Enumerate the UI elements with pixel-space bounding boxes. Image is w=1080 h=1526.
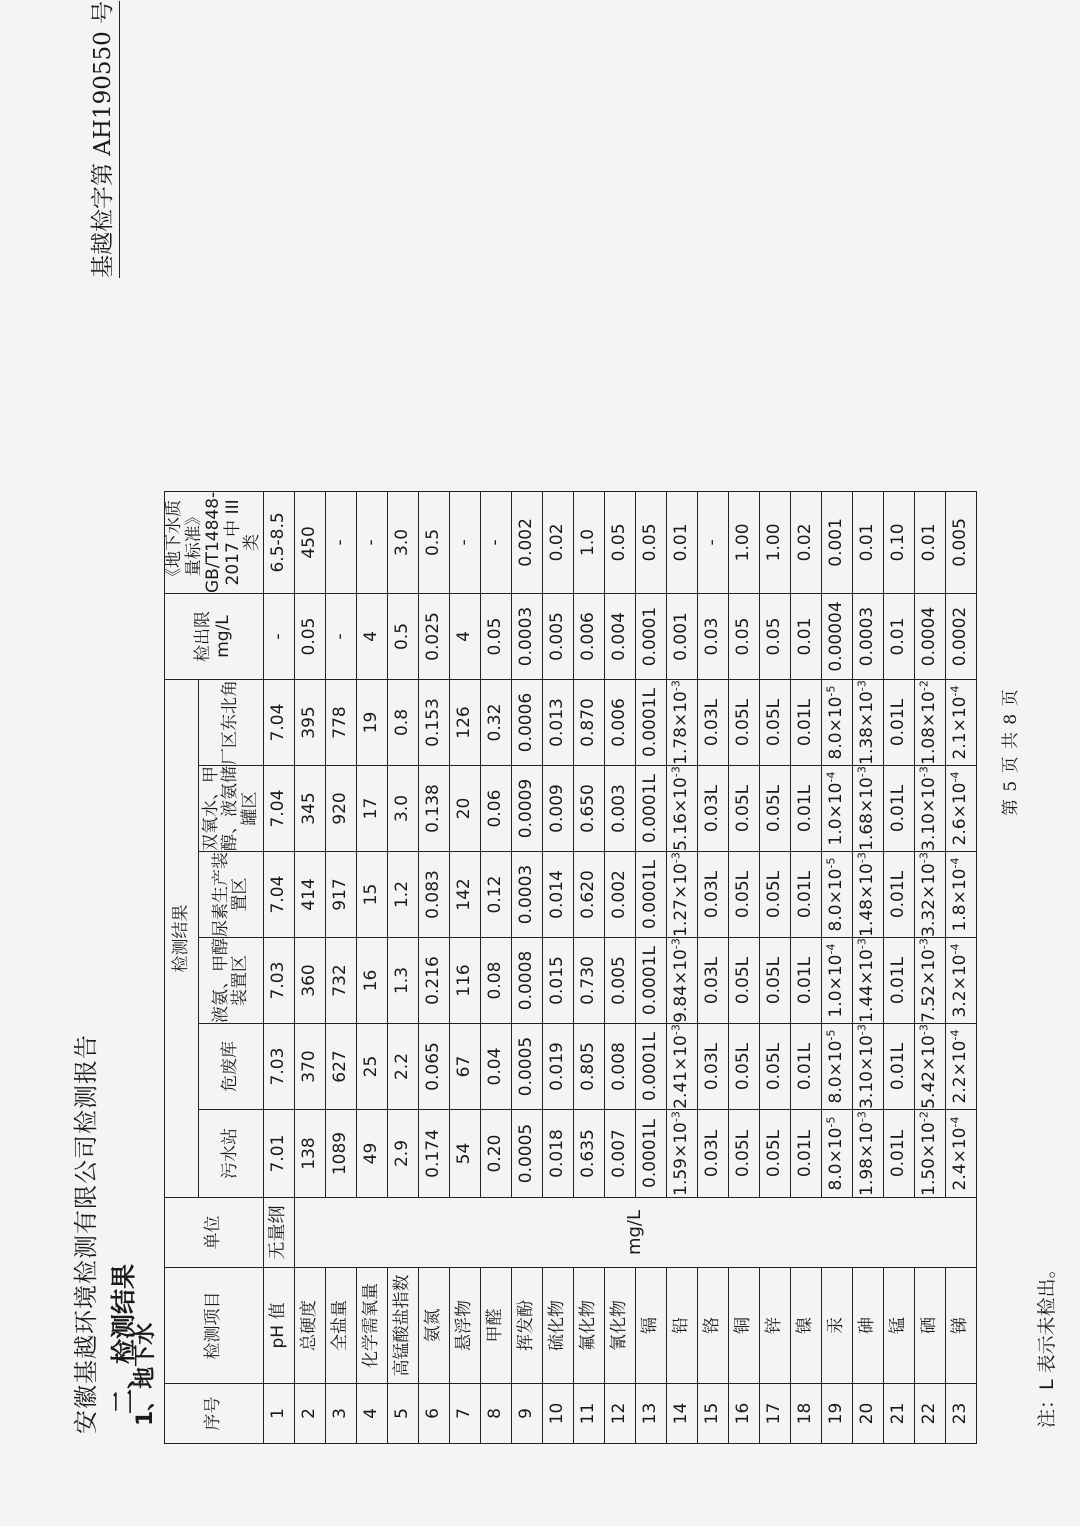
result-value: $1.0\times 10^{-4}$ bbox=[821, 938, 852, 1024]
result-value: 345 bbox=[294, 766, 325, 852]
header-limit-unit: mg/L bbox=[212, 615, 233, 658]
row-item: 硫化物 bbox=[542, 1268, 573, 1384]
result-value: $2.6\times 10^{-4}$ bbox=[945, 766, 976, 852]
result-value: 0.216 bbox=[418, 938, 449, 1024]
table-row bbox=[356, 491, 387, 1443]
result-value: 0.015 bbox=[542, 938, 573, 1024]
table-row bbox=[511, 491, 542, 1443]
detection-limit: 0.006 bbox=[573, 594, 604, 680]
result-value: 0.0001L bbox=[635, 1110, 666, 1198]
result-value: $1.50\times 10^{-2}$ bbox=[914, 1110, 945, 1198]
detection-limit: 0.005 bbox=[542, 594, 573, 680]
row-item: pH 值 bbox=[263, 1268, 294, 1384]
result-value: 7.01 bbox=[263, 1110, 294, 1198]
unit-cell: mg/L bbox=[294, 1198, 976, 1268]
detection-limit: 0.0001 bbox=[635, 594, 666, 680]
detection-limit: 0.0004 bbox=[914, 594, 945, 680]
report-number: 基越检字第 AH190550 号 bbox=[84, 1, 120, 278]
result-value: 142 bbox=[449, 852, 480, 938]
result-value: 0.003 bbox=[604, 766, 635, 852]
result-value: 0.0001L bbox=[635, 1024, 666, 1110]
result-value: 0.01L bbox=[790, 938, 821, 1024]
result-value: 0.0009 bbox=[511, 766, 542, 852]
result-value: $1.8\times 10^{-4}$ bbox=[945, 852, 976, 938]
section-title: 二、检测结果 bbox=[109, 1263, 138, 1414]
result-value: 0.01L bbox=[883, 852, 914, 938]
standard-value: 0.001 bbox=[821, 491, 852, 593]
result-value: $3.10\times 10^{-3}$ bbox=[852, 1024, 883, 1110]
standard-value: 0.05 bbox=[604, 491, 635, 593]
result-value: 0.05L bbox=[759, 1024, 790, 1110]
result-value: 1.2 bbox=[387, 852, 418, 938]
result-value: $8.0\times 10^{-5}$ bbox=[821, 1110, 852, 1198]
row-seq: 15 bbox=[697, 1384, 728, 1444]
standard-value: - bbox=[356, 491, 387, 593]
result-value: $1.98\times 10^{-3}$ bbox=[852, 1110, 883, 1198]
result-value: 116 bbox=[449, 938, 480, 1024]
result-value: 0.0005 bbox=[511, 1110, 542, 1198]
row-seq: 18 bbox=[790, 1384, 821, 1444]
result-value: 0.03L bbox=[697, 1024, 728, 1110]
table-row bbox=[821, 491, 852, 1443]
result-value: 0.083 bbox=[418, 852, 449, 938]
row-item: 全盐量 bbox=[325, 1268, 356, 1384]
site-header: 双氧水、甲醇、液氨储罐区 bbox=[199, 766, 263, 852]
result-value: 0.05L bbox=[759, 1110, 790, 1198]
row-seq: 22 bbox=[914, 1384, 945, 1444]
result-value: 0.20 bbox=[480, 1110, 511, 1198]
standard-value: 1.00 bbox=[759, 491, 790, 593]
result-value: 0.8 bbox=[387, 680, 418, 766]
table-row bbox=[759, 491, 790, 1443]
result-value: 2.2 bbox=[387, 1024, 418, 1110]
result-value: 0.870 bbox=[573, 680, 604, 766]
result-value: 0.05L bbox=[759, 766, 790, 852]
result-value: 0.005 bbox=[604, 938, 635, 1024]
result-value: $1.59\times 10^{-3}$ bbox=[666, 1110, 697, 1198]
table-row bbox=[883, 491, 914, 1443]
result-value: $1.0\times 10^{-4}$ bbox=[821, 766, 852, 852]
row-item: 化学需氧量 bbox=[356, 1268, 387, 1384]
result-value: 0.05L bbox=[728, 680, 759, 766]
result-value: 0.0005 bbox=[511, 1024, 542, 1110]
result-value: 0.007 bbox=[604, 1110, 635, 1198]
result-value: 0.174 bbox=[418, 1110, 449, 1198]
unit-cell: 无量纲 bbox=[263, 1198, 294, 1268]
result-value: 138 bbox=[294, 1110, 325, 1198]
result-value: $3.10\times 10^{-3}$ bbox=[914, 766, 945, 852]
row-item: 甲醛 bbox=[480, 1268, 511, 1384]
detection-limit: 0.03 bbox=[697, 594, 728, 680]
result-value: 0.05L bbox=[728, 938, 759, 1024]
detection-limit: 0.05 bbox=[759, 594, 790, 680]
header-limit-label: 检出限 bbox=[193, 611, 214, 662]
table-row bbox=[387, 491, 418, 1443]
row-seq: 2 bbox=[294, 1384, 325, 1444]
result-value: $2.4\times 10^{-4}$ bbox=[945, 1110, 976, 1198]
result-value: 360 bbox=[294, 938, 325, 1024]
standard-value: 6.5-8.5 bbox=[263, 491, 294, 593]
result-value: 0.01L bbox=[883, 1024, 914, 1110]
result-value: 1089 bbox=[325, 1110, 356, 1198]
result-value: 0.002 bbox=[604, 852, 635, 938]
result-value: 0.01L bbox=[883, 680, 914, 766]
row-item: 铜 bbox=[728, 1268, 759, 1384]
result-value: 0.009 bbox=[542, 766, 573, 852]
footnote: 注：L 表示未检出。 bbox=[1036, 1259, 1058, 1428]
table-row bbox=[418, 491, 449, 1443]
detection-limit: 0.05 bbox=[728, 594, 759, 680]
result-value: 15 bbox=[356, 852, 387, 938]
row-item: 汞 bbox=[821, 1268, 852, 1384]
row-item: 砷 bbox=[852, 1268, 883, 1384]
table-row bbox=[697, 491, 728, 1443]
standard-value: - bbox=[480, 491, 511, 593]
result-value: $3.32\times 10^{-3}$ bbox=[914, 852, 945, 938]
result-value: 920 bbox=[325, 766, 356, 852]
standard-value: - bbox=[697, 491, 728, 593]
result-value: 0.650 bbox=[573, 766, 604, 852]
result-value: 0.0001L bbox=[635, 766, 666, 852]
table-row bbox=[604, 491, 635, 1443]
standard-value: 0.005 bbox=[945, 491, 976, 593]
detection-limit: 0.05 bbox=[480, 594, 511, 680]
result-value: 732 bbox=[325, 938, 356, 1024]
row-item: 铅 bbox=[666, 1268, 697, 1384]
result-value: $1.38\times 10^{-3}$ bbox=[852, 680, 883, 766]
row-item: 高锰酸盐指数 bbox=[387, 1268, 418, 1384]
result-value: 0.014 bbox=[542, 852, 573, 938]
site-header: 尿素生产装置区 bbox=[199, 852, 263, 938]
row-item: 总硬度 bbox=[294, 1268, 325, 1384]
result-value: 0.018 bbox=[542, 1110, 573, 1198]
result-value: 0.05L bbox=[728, 852, 759, 938]
result-value: 3.0 bbox=[387, 766, 418, 852]
standard-value: 0.01 bbox=[914, 491, 945, 593]
row-seq: 10 bbox=[542, 1384, 573, 1444]
row-seq: 8 bbox=[480, 1384, 511, 1444]
result-value: 0.01L bbox=[883, 766, 914, 852]
header-limit bbox=[165, 594, 264, 680]
result-value: 0.01L bbox=[883, 938, 914, 1024]
result-value: 0.0008 bbox=[511, 938, 542, 1024]
result-value: 0.01L bbox=[790, 766, 821, 852]
table-row bbox=[542, 491, 573, 1443]
result-value: 0.0001L bbox=[635, 852, 666, 938]
table-row bbox=[852, 491, 883, 1443]
row-seq: 6 bbox=[418, 1384, 449, 1444]
result-value: 0.0003 bbox=[511, 852, 542, 938]
result-value: $9.84\times 10^{-3}$ bbox=[666, 938, 697, 1024]
detection-limit: 0.01 bbox=[883, 594, 914, 680]
table-row bbox=[914, 491, 945, 1443]
result-value: 0.04 bbox=[480, 1024, 511, 1110]
result-value: $2.41\times 10^{-3}$ bbox=[666, 1024, 697, 1110]
result-value: $1.44\times 10^{-3}$ bbox=[852, 938, 883, 1024]
company-header: 安徽基越环境检测有限公司检测报告 bbox=[72, 1034, 100, 1434]
row-item: 氰化物 bbox=[604, 1268, 635, 1384]
table-row bbox=[728, 491, 759, 1443]
result-value: 0.01L bbox=[883, 1110, 914, 1198]
table-row bbox=[449, 491, 480, 1443]
standard-value: 0.5 bbox=[418, 491, 449, 593]
standard-value: 1.0 bbox=[573, 491, 604, 593]
header-standard: 《地下水质量标准》GB/T14848-2017 中 III 类 bbox=[164, 491, 263, 593]
result-value: 7.04 bbox=[263, 766, 294, 852]
standard-value: 0.02 bbox=[542, 491, 573, 593]
result-value: 0.805 bbox=[573, 1024, 604, 1110]
detection-limit: 0.0002 bbox=[945, 594, 976, 680]
row-item: 锰 bbox=[883, 1268, 914, 1384]
result-value: 0.08 bbox=[480, 938, 511, 1024]
result-value: 0.635 bbox=[573, 1110, 604, 1198]
site-header: 污水站 bbox=[199, 1110, 263, 1198]
row-seq: 3 bbox=[325, 1384, 356, 1444]
result-value: 0.730 bbox=[573, 938, 604, 1024]
result-value: 0.0001L bbox=[635, 938, 666, 1024]
result-value: 0.05L bbox=[728, 1024, 759, 1110]
result-value: 0.05L bbox=[759, 938, 790, 1024]
row-seq: 17 bbox=[759, 1384, 790, 1444]
standard-value: 1.00 bbox=[728, 491, 759, 593]
site-header: 厂区东北角 bbox=[199, 680, 263, 766]
result-value: 7.04 bbox=[263, 680, 294, 766]
result-value: 0.06 bbox=[480, 766, 511, 852]
header-unit: 单位 bbox=[165, 1198, 264, 1268]
result-value: 7.03 bbox=[263, 1024, 294, 1110]
standard-value: - bbox=[449, 491, 480, 593]
row-seq: 23 bbox=[945, 1384, 976, 1444]
standard-value: 3.0 bbox=[387, 491, 418, 593]
result-value: $2.2\times 10^{-4}$ bbox=[945, 1024, 976, 1110]
table-row bbox=[635, 491, 666, 1443]
result-value: 0.01L bbox=[790, 852, 821, 938]
table-row bbox=[573, 491, 604, 1443]
row-seq: 5 bbox=[387, 1384, 418, 1444]
result-value: 49 bbox=[356, 1110, 387, 1198]
result-value: 0.013 bbox=[542, 680, 573, 766]
result-value: 0.006 bbox=[604, 680, 635, 766]
result-value: 16 bbox=[356, 938, 387, 1024]
groundwater-results-table bbox=[164, 491, 977, 1444]
table-row bbox=[263, 491, 294, 1443]
table-row bbox=[294, 491, 325, 1443]
result-value: 0.03L bbox=[697, 680, 728, 766]
row-item: 锌 bbox=[759, 1268, 790, 1384]
standard-value: 0.002 bbox=[511, 491, 542, 593]
result-value: 0.01L bbox=[790, 1024, 821, 1110]
result-value: $7.52\times 10^{-3}$ bbox=[914, 938, 945, 1024]
page-number: 第 5 页 共 8 页 bbox=[1001, 688, 1021, 816]
result-value: 0.019 bbox=[542, 1024, 573, 1110]
row-seq: 11 bbox=[573, 1384, 604, 1444]
detection-limit: 0.025 bbox=[418, 594, 449, 680]
row-item: 悬浮物 bbox=[449, 1268, 480, 1384]
section-subtitle: 1、地下水 bbox=[133, 1322, 158, 1426]
row-seq: 1 bbox=[263, 1384, 294, 1444]
detection-limit: 4 bbox=[356, 594, 387, 680]
result-value: 917 bbox=[325, 852, 356, 938]
result-value: 0.05L bbox=[759, 852, 790, 938]
detection-limit: 0.0003 bbox=[511, 594, 542, 680]
result-value: 1.3 bbox=[387, 938, 418, 1024]
result-value: 0.03L bbox=[697, 1110, 728, 1198]
table-row bbox=[480, 491, 511, 1443]
result-value: 0.05L bbox=[759, 680, 790, 766]
result-value: $5.42\times 10^{-3}$ bbox=[914, 1024, 945, 1110]
row-item: 氟化物 bbox=[573, 1268, 604, 1384]
table-row bbox=[325, 491, 356, 1443]
detection-limit: 0.00004 bbox=[821, 594, 852, 680]
table-row bbox=[945, 491, 976, 1443]
detection-limit: 0.5 bbox=[387, 594, 418, 680]
result-value: 0.153 bbox=[418, 680, 449, 766]
standard-value: 450 bbox=[294, 491, 325, 593]
result-value: 2.9 bbox=[387, 1110, 418, 1198]
result-value: 0.12 bbox=[480, 852, 511, 938]
detection-limit: 0.004 bbox=[604, 594, 635, 680]
result-value: 0.01L bbox=[790, 680, 821, 766]
standard-value: 0.01 bbox=[666, 491, 697, 593]
row-item: 氨氮 bbox=[418, 1268, 449, 1384]
result-value: $1.27\times 10^{-3}$ bbox=[666, 852, 697, 938]
row-item: 挥发酚 bbox=[511, 1268, 542, 1384]
row-item: 锑 bbox=[945, 1268, 976, 1384]
result-value: 17 bbox=[356, 766, 387, 852]
row-seq: 14 bbox=[666, 1384, 697, 1444]
row-seq: 19 bbox=[821, 1384, 852, 1444]
table-row bbox=[666, 491, 697, 1443]
row-seq: 16 bbox=[728, 1384, 759, 1444]
result-value: $5.16\times 10^{-3}$ bbox=[666, 766, 697, 852]
detection-limit: 0.0003 bbox=[852, 594, 883, 680]
detection-limit: - bbox=[325, 594, 356, 680]
result-value: 627 bbox=[325, 1024, 356, 1110]
result-value: 7.03 bbox=[263, 938, 294, 1024]
detection-limit: 4 bbox=[449, 594, 480, 680]
result-value: 0.065 bbox=[418, 1024, 449, 1110]
row-seq: 12 bbox=[604, 1384, 635, 1444]
row-seq: 7 bbox=[449, 1384, 480, 1444]
result-value: $3.2\times 10^{-4}$ bbox=[945, 938, 976, 1024]
result-value: 0.03L bbox=[697, 852, 728, 938]
site-header: 危废库 bbox=[199, 1024, 263, 1110]
header-item: 检测项目 bbox=[165, 1268, 264, 1384]
row-seq: 20 bbox=[852, 1384, 883, 1444]
result-value: 7.04 bbox=[263, 852, 294, 938]
row-seq: 4 bbox=[356, 1384, 387, 1444]
row-seq: 9 bbox=[511, 1384, 542, 1444]
result-value: 0.0006 bbox=[511, 680, 542, 766]
result-value: 0.05L bbox=[728, 766, 759, 852]
result-value: 0.0001L bbox=[635, 680, 666, 766]
row-seq: 13 bbox=[635, 1384, 666, 1444]
result-value: 0.620 bbox=[573, 852, 604, 938]
result-value: $2.1\times 10^{-4}$ bbox=[945, 680, 976, 766]
result-value: 370 bbox=[294, 1024, 325, 1110]
result-value: $8.0\times 10^{-5}$ bbox=[821, 680, 852, 766]
row-seq: 21 bbox=[883, 1384, 914, 1444]
result-value: 0.03L bbox=[697, 766, 728, 852]
result-value: 0.05L bbox=[728, 1110, 759, 1198]
detection-limit: 0.05 bbox=[294, 594, 325, 680]
result-value: $1.78\times 10^{-3}$ bbox=[666, 680, 697, 766]
result-value: 0.008 bbox=[604, 1024, 635, 1110]
header-results: 检测结果 bbox=[165, 680, 199, 1198]
result-value: 395 bbox=[294, 680, 325, 766]
standard-value: 0.01 bbox=[852, 491, 883, 593]
result-value: 0.138 bbox=[418, 766, 449, 852]
result-value: 0.03L bbox=[697, 938, 728, 1024]
standard-value: 0.02 bbox=[790, 491, 821, 593]
result-value: $8.0\times 10^{-5}$ bbox=[821, 1024, 852, 1110]
detection-limit: 0.01 bbox=[790, 594, 821, 680]
row-item: 铬 bbox=[697, 1268, 728, 1384]
detection-limit: 0.001 bbox=[666, 594, 697, 680]
standard-value: 0.10 bbox=[883, 491, 914, 593]
result-value: 126 bbox=[449, 680, 480, 766]
row-item: 镍 bbox=[790, 1268, 821, 1384]
result-value: 20 bbox=[449, 766, 480, 852]
result-value: $1.08\times 10^{-2}$ bbox=[914, 680, 945, 766]
standard-value: - bbox=[325, 491, 356, 593]
result-value: 19 bbox=[356, 680, 387, 766]
result-value: $1.68\times 10^{-3}$ bbox=[852, 766, 883, 852]
table-row bbox=[790, 491, 821, 1443]
result-value: $8.0\times 10^{-5}$ bbox=[821, 852, 852, 938]
standard-value: 0.05 bbox=[635, 491, 666, 593]
result-value: 414 bbox=[294, 852, 325, 938]
detection-limit: - bbox=[263, 594, 294, 680]
row-item: 硒 bbox=[914, 1268, 945, 1384]
site-header: 液氨、甲醇装置区 bbox=[199, 938, 263, 1024]
result-value: 67 bbox=[449, 1024, 480, 1110]
result-value: 54 bbox=[449, 1110, 480, 1198]
result-value: 778 bbox=[325, 680, 356, 766]
result-value: 25 bbox=[356, 1024, 387, 1110]
result-value: $1.48\times 10^{-3}$ bbox=[852, 852, 883, 938]
result-value: 0.01L bbox=[790, 1110, 821, 1198]
row-item: 镉 bbox=[635, 1268, 666, 1384]
result-value: 0.32 bbox=[480, 680, 511, 766]
header-seq: 序号 bbox=[165, 1384, 264, 1444]
